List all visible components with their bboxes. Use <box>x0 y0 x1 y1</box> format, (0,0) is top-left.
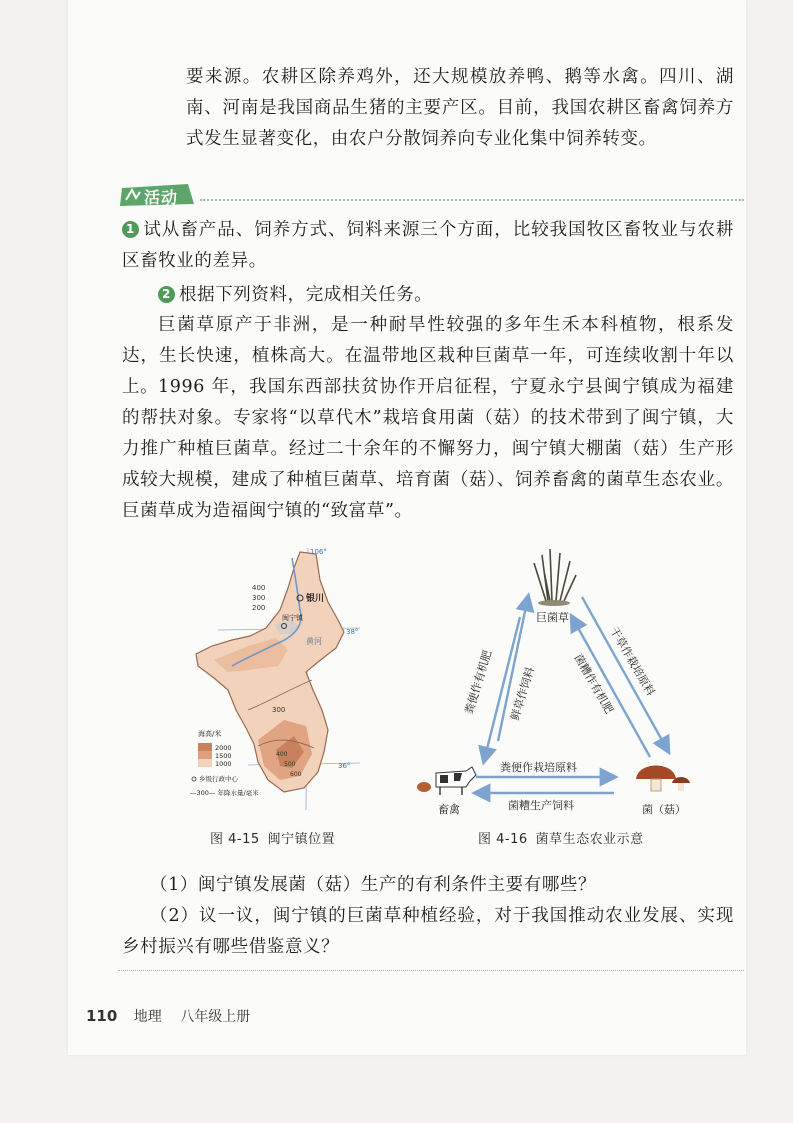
diagram-caption-text: 菌草生态农业示意 <box>535 832 644 847</box>
page-footer <box>86 1006 250 1030</box>
isohyet-600-label: 600 <box>290 771 302 778</box>
activity-divider <box>200 199 744 201</box>
question-1-text: 试从畜产品、饲养方式、饲料来源三个方面，比较我国牧区畜牧业与农耕区畜牧业的差异。 <box>122 220 734 271</box>
activity-header <box>118 180 744 210</box>
left-inner-label: 鲜草作饲料 <box>508 665 537 722</box>
grass-icon <box>534 549 576 606</box>
node-livestock-label: 畜禽 <box>438 803 460 816</box>
map-caption-text: 闽宁镇位置 <box>267 832 336 847</box>
activity-label: 活动 <box>144 188 179 207</box>
contour-300-label: 300 <box>252 594 266 602</box>
page-number: 110 <box>86 1007 118 1025</box>
map-legend <box>190 729 259 797</box>
mushroom-grass-cycle-diagram <box>410 535 710 825</box>
bottom-bottom-label: 菌糟生产饲料 <box>508 799 574 812</box>
mushroom-icon <box>636 766 690 792</box>
contour-400-label: 400 <box>252 584 266 592</box>
right-inner-label: 菌糟作有机肥 <box>571 652 616 716</box>
map-svg <box>188 540 363 820</box>
sub-question-1: （1）闽宁镇发展菌（菇）生产的有利条件主要有哪些？ <box>150 875 597 895</box>
right-outer-label: 干草作栽培原料 <box>607 625 658 699</box>
livestock-icon <box>417 767 476 795</box>
arrow-grass-to-livestock <box>484 617 520 761</box>
left-outer-label: 粪便作有机肥 <box>462 648 495 716</box>
legend-swatch-2000 <box>198 743 212 751</box>
material-paragraph-2: 1996 年，我国东西部扶贫协作开启征程，宁夏永宁县闽宁镇成为福建的帮扶对象。专家将“以草代木”栽培食用菌（菇）的技术带到了闽宁镇，大力推广种植巨菌草。经过二十余年的不懈努力，闽宁镇大棚菌（菇）生产形成较大规模，建成了种植巨菌草、培育菌（菇）、饲养畜禽的菌草生态农业。巨菌草成为造福闽宁镇的“致富草”。 <box>122 377 734 521</box>
bottom-top-label: 粪便作栽培原料 <box>500 761 577 774</box>
lat-36-label: 36° <box>338 762 351 770</box>
legend-title: 海高/米 <box>198 730 222 738</box>
yinchuan-label: 银川 <box>306 594 325 604</box>
diagram-caption-number: 图 4-16 <box>478 832 528 847</box>
lon-106-label: 106° <box>310 548 327 556</box>
legend-1500-label: 1500 <box>215 752 232 760</box>
legend-center-icon <box>192 777 196 781</box>
activity-badge <box>118 182 196 208</box>
legend-isohyet-label: —300— 年降水量/毫米 <box>190 789 259 797</box>
bottom-divider <box>118 970 744 971</box>
question-1-number: 1 <box>122 221 139 238</box>
sub-question-2: （2）议一议，闽宁镇的巨菌草种植经验，对于我国推动农业发展、实现乡村振兴有哪些借鉴意义？ <box>122 906 734 957</box>
isohyet-400-label: 400 <box>276 751 288 758</box>
contour-200-label: 200 <box>252 604 266 612</box>
diagram-caption <box>478 828 644 847</box>
isohyet-500-label: 500 <box>284 761 296 768</box>
question-1 <box>122 215 734 277</box>
minning-label: 闽宁镇 <box>282 614 303 622</box>
legend-center-label: 乡级行政中心 <box>199 775 238 783</box>
material-paragraph-1: 巨菌草原产于非洲，是一种耐旱性较强的多年生禾本科植物，根系发达，生长快速，植株高大。在温带地区栽种巨菌草一年，可连续收割十年以上。 <box>122 315 734 397</box>
question-2-text: 根据下列资料，完成相关任务。 <box>179 285 433 305</box>
arrow-mushroom-to-grass <box>572 617 650 757</box>
node-mushroom-label: 菌（菇） <box>642 803 686 816</box>
question-2-number: 2 <box>158 286 175 303</box>
legend-2000-label: 2000 <box>215 744 232 752</box>
grade-label: 八年级上册 <box>180 1009 251 1025</box>
yellow-river-label: 黄河 <box>306 637 322 646</box>
isohyet-300-label: 300 <box>272 706 286 714</box>
diagram-svg <box>410 535 710 825</box>
map-caption-number: 图 4-15 <box>210 832 260 847</box>
legend-swatch-1000 <box>198 759 212 767</box>
legend-1000-label: 1000 <box>215 760 232 768</box>
minning-location-map <box>188 540 363 820</box>
book-title: 地理 <box>133 1009 162 1025</box>
intro-paragraph: 要来源。农耕区除养鸡外，还大规模放养鸭、鹅等水禽。四川、湖南、河南是我国商品生猪的主要产区。目前，我国农耕区畜禽饲养方式发生显著变化，由农户分散饲养向专业化集中饲养转变。 <box>186 67 734 149</box>
question-2 <box>158 280 734 311</box>
map-caption <box>210 828 335 847</box>
node-grass-label: 巨菌草 <box>536 611 569 624</box>
legend-swatch-1500 <box>198 751 212 759</box>
lat-38-label: 38° <box>346 628 359 636</box>
